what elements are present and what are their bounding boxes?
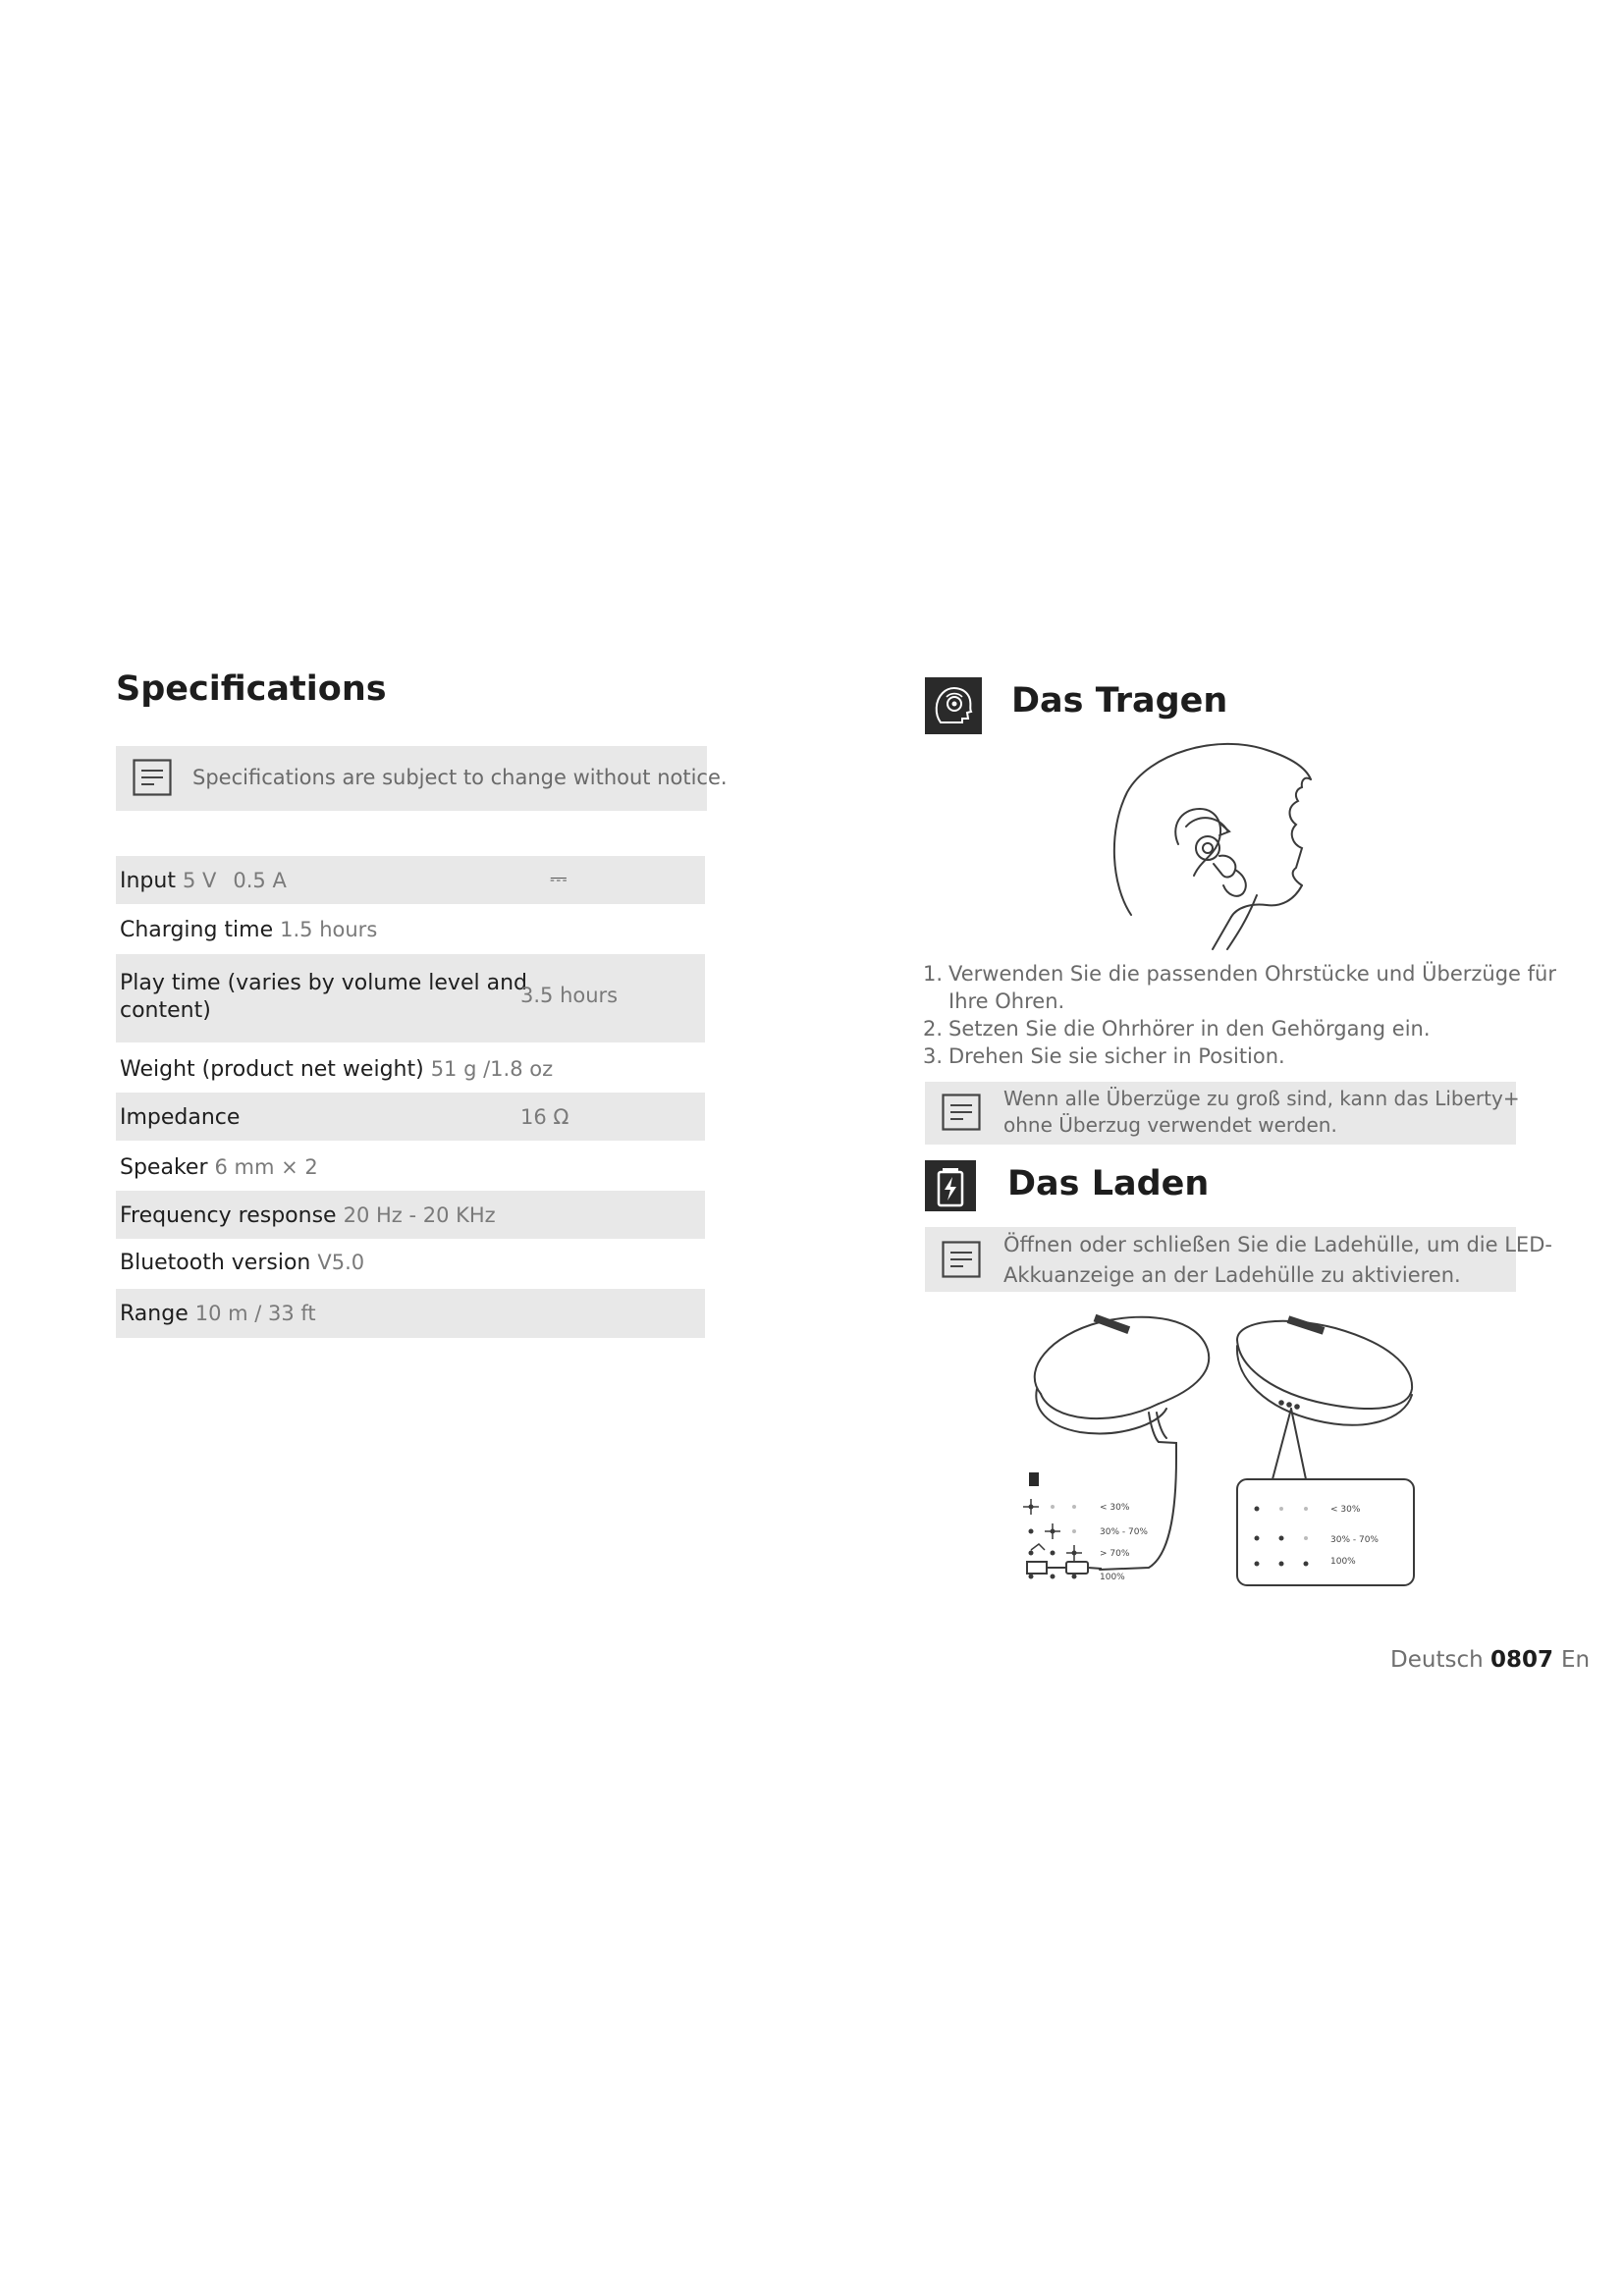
- spec-value-current: 0.5 A: [233, 869, 287, 892]
- spec-label: Speaker: [120, 1155, 208, 1180]
- note-icon: [942, 1241, 981, 1278]
- spec-row-charging-time: [116, 905, 705, 952]
- step-number: 1.: [923, 962, 944, 986]
- charging-case-illustration: [1011, 1310, 1424, 1625]
- step-item: [923, 1042, 1556, 1070]
- dc-symbol-icon: ⎓: [550, 867, 568, 891]
- legend-right-label: < 30%: [1330, 1505, 1361, 1515]
- note-text-line2: ohne Überzug verwendet werden.: [1003, 1113, 1337, 1137]
- spec-row-input: [116, 856, 705, 904]
- spec-row-range: [116, 1289, 705, 1338]
- step-item: [923, 1015, 1556, 1042]
- spec-label: Play time (varies by volume level and: [120, 971, 527, 995]
- legend-left-label: 30% - 70%: [1100, 1527, 1148, 1537]
- spec-label: Weight (product net weight): [120, 1057, 424, 1082]
- spec-value: 6 mm × 2: [214, 1155, 318, 1179]
- wearing-icon: [925, 677, 982, 734]
- step-text-line2: Ihre Ohren.: [948, 989, 1065, 1013]
- specifications-note: [116, 746, 728, 811]
- wearing-steps: [923, 960, 1556, 1070]
- step-item: [923, 960, 1556, 1015]
- spec-value: V5.0: [317, 1251, 365, 1274]
- spec-row-impedance: [116, 1093, 705, 1141]
- legend-left-label: 100%: [1100, 1573, 1125, 1582]
- spec-label: Impedance: [120, 1105, 241, 1130]
- specifications-title: Specifications: [116, 669, 387, 709]
- spec-label: Input: [120, 869, 176, 893]
- step-text: Setzen Sie die Ohrhörer in den Gehörgang ein.: [948, 1017, 1431, 1041]
- note-icon: [133, 759, 172, 796]
- note-text: Wenn alle Überzüge zu groß sind, kann das Liberty+: [1003, 1087, 1520, 1110]
- note-text: Specifications are subject to change without notice.: [192, 766, 728, 789]
- note-text: Öffnen oder schließen Sie die Ladehülle, um die LED-: [1003, 1233, 1552, 1256]
- footer-language: Deutsch: [1390, 1647, 1484, 1673]
- legend-left-label: > 70%: [1100, 1549, 1130, 1559]
- spec-label-line2: content): [120, 998, 211, 1023]
- spec-value: 10 m / 33 ft: [194, 1302, 316, 1325]
- spec-value: 20 Hz - 20 KHz: [343, 1203, 496, 1227]
- charging-note: [925, 1227, 1552, 1292]
- spec-label: Bluetooth version: [120, 1251, 311, 1275]
- spec-row-bluetooth: [116, 1240, 705, 1287]
- spec-row-play-time: [116, 954, 705, 1042]
- footer-lang-code: En: [1561, 1647, 1591, 1673]
- legend-left-label: < 30%: [1100, 1503, 1130, 1513]
- spec-label: Range: [120, 1302, 189, 1326]
- spec-row-frequency: [116, 1191, 705, 1239]
- spec-label: Frequency response: [120, 1203, 337, 1228]
- spec-value: 16 Ω: [520, 1105, 569, 1129]
- wearing-note: [925, 1082, 1520, 1145]
- spec-value: 1.5 hours: [280, 918, 378, 941]
- step-text: Drehen Sie sie sicher in Position.: [948, 1044, 1285, 1068]
- spec-row-weight: [116, 1044, 705, 1092]
- battery-charging-icon: [925, 1160, 976, 1211]
- spec-row-speaker: [116, 1143, 705, 1190]
- wearing-title: Das Tragen: [1011, 681, 1228, 721]
- legend-right-label: 100%: [1330, 1557, 1356, 1567]
- note-icon: [942, 1094, 981, 1131]
- spec-value: 5 V: [182, 869, 217, 892]
- note-text-line2: Akkuanzeige an der Ladehülle zu aktivieren.: [1003, 1263, 1461, 1287]
- charging-title: Das Laden: [1007, 1164, 1210, 1203]
- spec-value: 51 g /1.8 oz: [430, 1057, 554, 1081]
- spec-label: Charging time: [120, 918, 274, 942]
- step-text: Verwenden Sie die passenden Ohrstücke und Überzüge für: [948, 962, 1556, 986]
- step-number: 3.: [923, 1044, 944, 1068]
- step-number: 2.: [923, 1017, 944, 1041]
- legend-right-label: 30% - 70%: [1330, 1535, 1379, 1545]
- ear-illustration: [1110, 738, 1326, 959]
- spec-value: 3.5 hours: [520, 984, 619, 1007]
- page-number: 0807: [1490, 1647, 1554, 1673]
